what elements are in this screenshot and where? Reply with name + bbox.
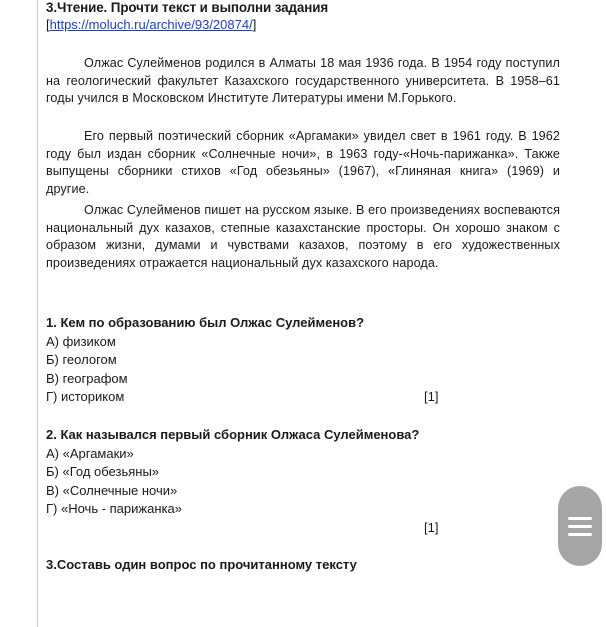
question-2-option-a: А) «Аргамаки»	[46, 446, 134, 461]
source-link-line	[46, 17, 256, 32]
menu-lines-icon-middle	[568, 525, 592, 528]
question-1-mark: [1]	[424, 389, 439, 404]
paragraph-1: Олжас Сулейменов родился в Алматы 18 мая 1936 года. В 1954 году поступил на геологический факультет Казахского государственного университета. В 1958–61 годы учился в Московском Институте Литературы имени М.Горького.	[46, 56, 560, 106]
question-1-option-c: В) географом	[46, 371, 128, 386]
question-1-title: 1. Кем по образованию был Олжас Сулейменов?	[46, 315, 365, 330]
menu-lines-icon-bottom	[568, 533, 592, 536]
question-1-option-b: Б) геологом	[46, 352, 117, 367]
paragraph-2: Его первый поэтический сборник «Аргамаки» увидел свет в 1961 году. В 1962 году был издан сборник «Солнечные ночи», в 1963 году-«Ночь-парижанка». Также выпущены сборники стихов «Год обезьяны» (1967), «Глиняная книга» (1969) и другие.	[46, 129, 560, 197]
question-1-option-a: А) физиком	[46, 334, 116, 349]
link-close-bracket: ]	[252, 17, 257, 32]
question-1-option-d: Г) историком	[46, 389, 125, 404]
question-2-option-c: В) «Солнечные ночи»	[46, 483, 178, 498]
source-link[interactable]: https://moluch.ru/archive/93/20874/	[49, 17, 253, 32]
question-2-option-b: Б) «Год обезьяны»	[46, 464, 160, 479]
question-3-title: 3.Составь один вопрос по прочитанному тексту	[46, 557, 357, 572]
scroll-handle-button[interactable]	[558, 486, 602, 566]
question-2-mark: [1]	[424, 520, 439, 535]
link-open-bracket: [	[46, 17, 50, 32]
left-margin-line	[37, 0, 38, 627]
task-heading: 3.Чтение. Прочти текст и выполни задания	[46, 0, 329, 15]
question-2-option-d: Г) «Ночь - парижанка»	[46, 501, 182, 516]
menu-lines-icon	[568, 517, 592, 520]
question-2-title: 2. Как назывался первый сборник Олжаса Сулейменова?	[46, 427, 420, 442]
paragraph-3: Олжас Сулейменов пишет на русском языке. В его произведениях воспеваются национальный дух казахов, степные казахстанские просторы. Он хорошо знаком с образом жизни, думами и чувствами казахов, поэтому в его художественных произведениях отражается национальный дух казахского народа.	[46, 203, 560, 271]
